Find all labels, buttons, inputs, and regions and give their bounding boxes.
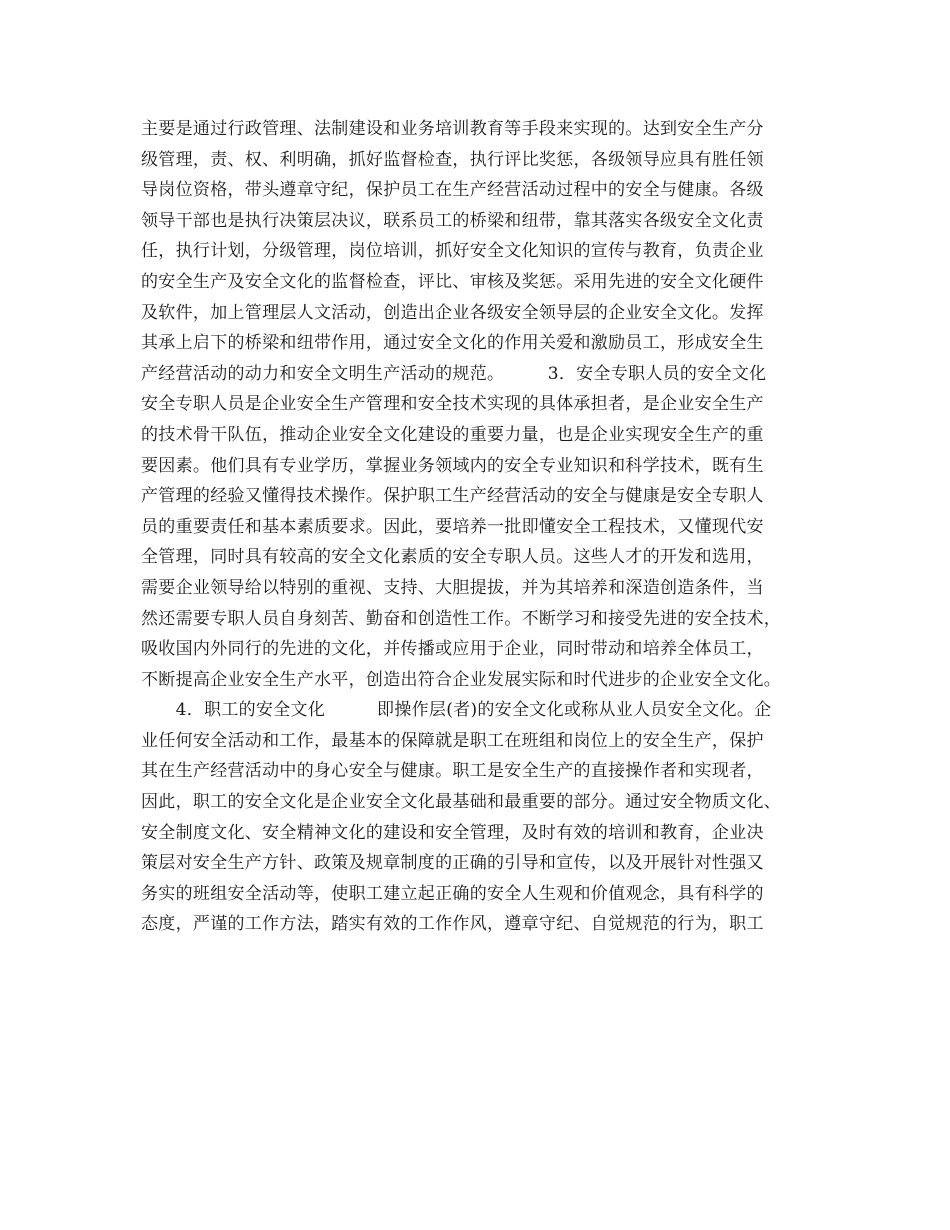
text-line: 的安全生产及安全文化的监督检查，评比、审核及奖惩。采用先进的安全文化硬件 — [141, 271, 764, 292]
text-line: 主要是通过行政管理、法制建设和业务培训教育等手段来实现的。达到安全生产分 — [141, 119, 764, 139]
text-line: 不断提高企业安全生产水平，创造出符合企业发展实际和时代进步的企业安全文化。 — [141, 669, 782, 690]
text-line: 安全专职人员是企业安全生产管理和安全技术实现的具体承担者，是企业安全生产 — [141, 394, 764, 415]
text-line: 因此，职工的安全文化是企业安全文化最基础和最重要的部分。通过安全物质文化、 — [141, 792, 782, 813]
text-line: 安全制度文化、安全精神文化的建设和安全管理，及时有效的培训和教育，企业决 — [141, 822, 764, 843]
text-line: 及软件，加上管理层人文活动，创造出企业各级安全领导层的企业安全文化。发挥 — [141, 302, 764, 323]
text-line: 全管理，同时具有较高的安全文化素质的安全专职人员。这些人才的开发和选用， — [141, 547, 764, 568]
text-line: 需要企业领导给以特别的重视、支持、大胆提拔，并为其培养和深造创造条件，当 — [141, 577, 764, 598]
text-line: 4．职工的安全文化 即操作层(者)的安全文化或称从业人员安全文化。企 — [141, 700, 772, 721]
text-line: 业任何安全活动和工作，最基本的保障就是职工在班组和岗位上的安全生产，保护 — [141, 730, 764, 751]
text-line: 要因素。他们具有专业学历，掌握业务领域内的安全专业知识和科学技术，既有生 — [141, 455, 764, 476]
text-line: 领导干部也是执行决策层决议，联系员工的桥梁和纽带，靠其落实各级安全文化责 — [141, 210, 764, 231]
text-line: 策层对安全生产方针、政策及规章制度的正确的引导和宣传，以及开展针对性强又 — [141, 853, 764, 874]
text-line: 其承上启下的桥梁和纽带作用，通过安全文化的作用关爱和激励员工，形成安全生 — [141, 333, 764, 354]
text-line: 然还需要专职人员自身刻苦、勤奋和创造性工作。不断学习和接受先进的安全技术， — [141, 608, 782, 629]
text-line: 产经营活动的动力和安全文明生产活动的规范。 3．安全专职人员的安全文化 — [141, 363, 767, 384]
text-line: 任，执行计划，分级管理，岗位培训，抓好安全文化知识的宣传与教育，负责企业 — [141, 241, 764, 262]
text-line: 员的重要责任和基本素质要求。因此，要培养一批即懂安全工程技术，又懂现代安 — [141, 516, 764, 537]
text-line: 其在生产经营活动中的身心安全与健康。职工是安全生产的直接操作者和实现者， — [141, 761, 764, 782]
text-line: 产管理的经验又懂得技术操作。保护职工生产经营活动的安全与健康是安全专职人 — [141, 486, 764, 507]
text-line: 级管理，责、权、利明确，抓好监督检查，执行评比奖惩，各级领导应具有胜任领 — [141, 149, 764, 170]
text-line: 态度，严谨的工作方法，踏实有效的工作作风，遵章守纪、自觉规范的行为，职工 — [141, 914, 764, 935]
text-line: 的技术骨干队伍，推动企业安全文化建设的重要力量，也是企业实现安全生产的重 — [141, 424, 764, 445]
text-line: 吸收国内外同行的先进的文化，并传播或应用于企业，同时带动和培养全体员工， — [141, 639, 764, 660]
body-text — [141, 114, 831, 940]
text-line: 导岗位资格，带头遵章守纪，保护员工在生产经营活动过程中的安全与健康。各级 — [141, 180, 764, 201]
text-line: 务实的班组安全活动等，使职工建立起正确的安全人生观和价值观念，具有科学的 — [141, 883, 764, 904]
